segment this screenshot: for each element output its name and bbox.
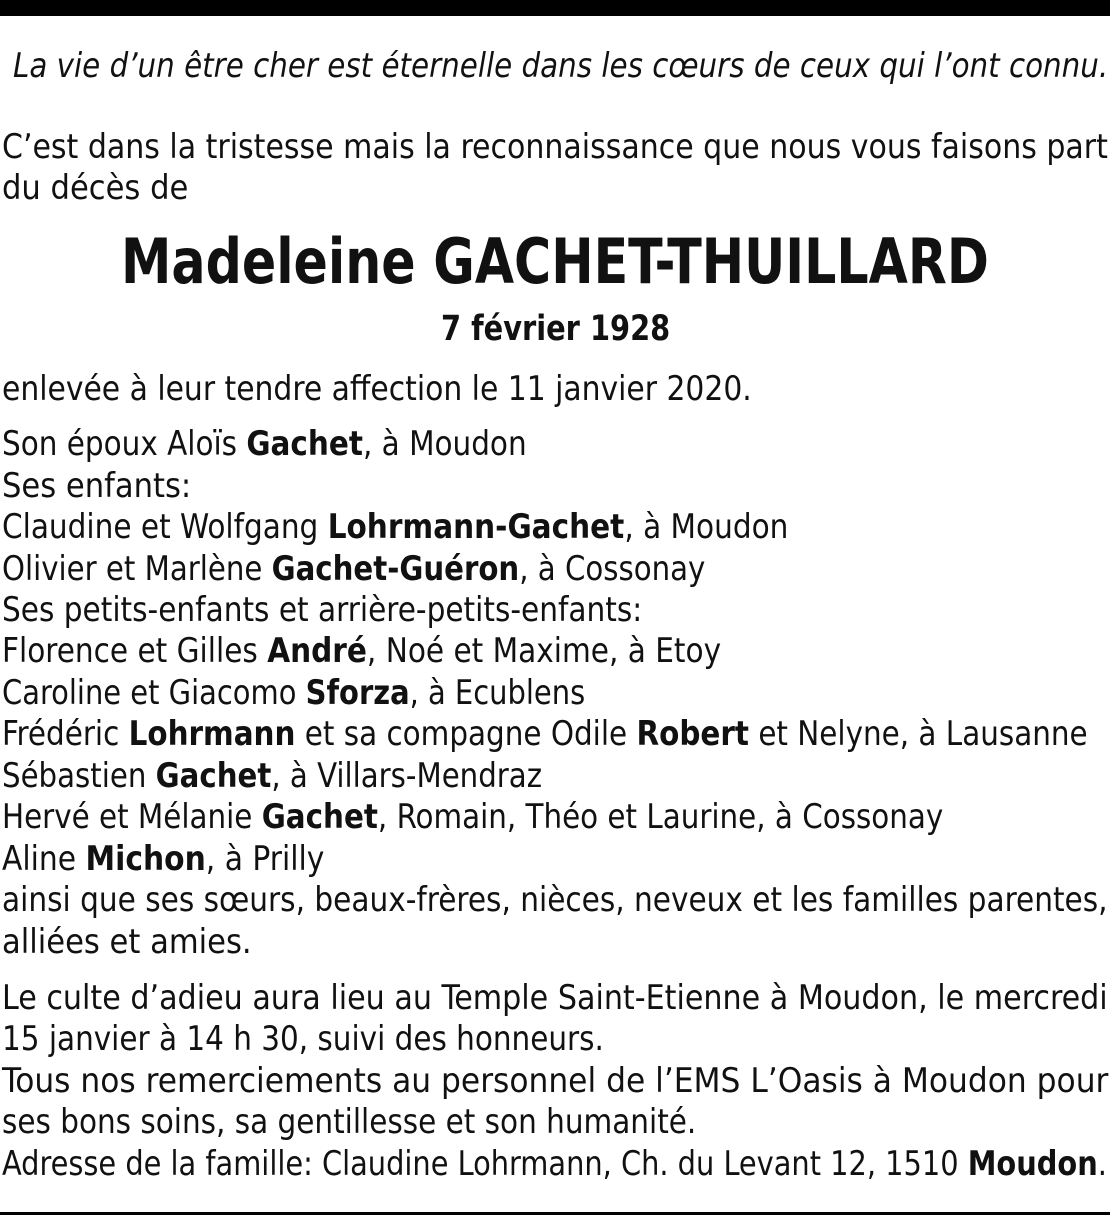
intro-line-2: du décès de xyxy=(2,168,189,208)
family-line: Aline Michon, à Prilly xyxy=(2,839,325,879)
family-line: Ses enfants: xyxy=(2,466,192,506)
family-line: Frédéric Lohrmann et sa compagne Odile Robert et Nelyne, à Lausanne xyxy=(2,714,1088,754)
family-line: Son époux Aloïs Gachet, à Moudon xyxy=(2,424,527,464)
family-line: alliées et amies. xyxy=(2,922,252,962)
family-line: Caroline et Giacomo Sforza, à Ecublens xyxy=(2,673,586,713)
family-line: Sébastien Gachet, à Villars-Mendraz xyxy=(2,756,543,796)
intro-line-1: C’est dans la tristesse mais la reconnaissance que nous vous faisons part xyxy=(2,127,1108,167)
family-address: Adresse de la famille: Claudine Lohrmann, Ch. du Levant 12, 1510 Moudon. xyxy=(2,1144,1107,1184)
epigraph-quote: La vie d’un être cher est éternelle dans les cœurs de ceux qui l’ont connu. xyxy=(13,46,1109,86)
family-line: Olivier et Marlène Gachet-Guéron, à Cossonay xyxy=(2,549,706,589)
family-line: Claudine et Wolfgang Lohrmann-Gachet, à Moudon xyxy=(2,507,789,547)
family-line: ainsi que ses sœurs, beaux-frères, nièces, neveux et les familles parentes, xyxy=(2,880,1108,920)
service-line-2: 15 janvier à 14 h 30, suivi des honneurs. xyxy=(2,1019,604,1059)
deceased-name: Madeleine GACHET-THUILLARD xyxy=(121,225,989,298)
thanks-line-2: ses bons soins, sa gentillesse et son humanité. xyxy=(2,1102,697,1142)
family-line: Hervé et Mélanie Gachet, Romain, Théo et Laurine, à Cossonay xyxy=(2,797,944,837)
family-line: Florence et Gilles André, Noé et Maxime, à Etoy xyxy=(2,631,722,671)
family-line: Ses petits-enfants et arrière-petits-enfants: xyxy=(2,590,643,630)
bottom-rule xyxy=(0,1212,1110,1215)
thanks-line-1: Tous nos remerciements au personnel de l’EMS L’Oasis à Moudon pour xyxy=(2,1061,1109,1101)
passing-line: enlevée à leur tendre affection le 11 janvier 2020. xyxy=(2,369,752,409)
service-line-1: Le culte d’adieu aura lieu au Temple Saint-Etienne à Moudon, le mercredi xyxy=(2,978,1108,1018)
top-rule xyxy=(0,0,1110,16)
birth-date: 7 février 1928 xyxy=(441,309,671,349)
